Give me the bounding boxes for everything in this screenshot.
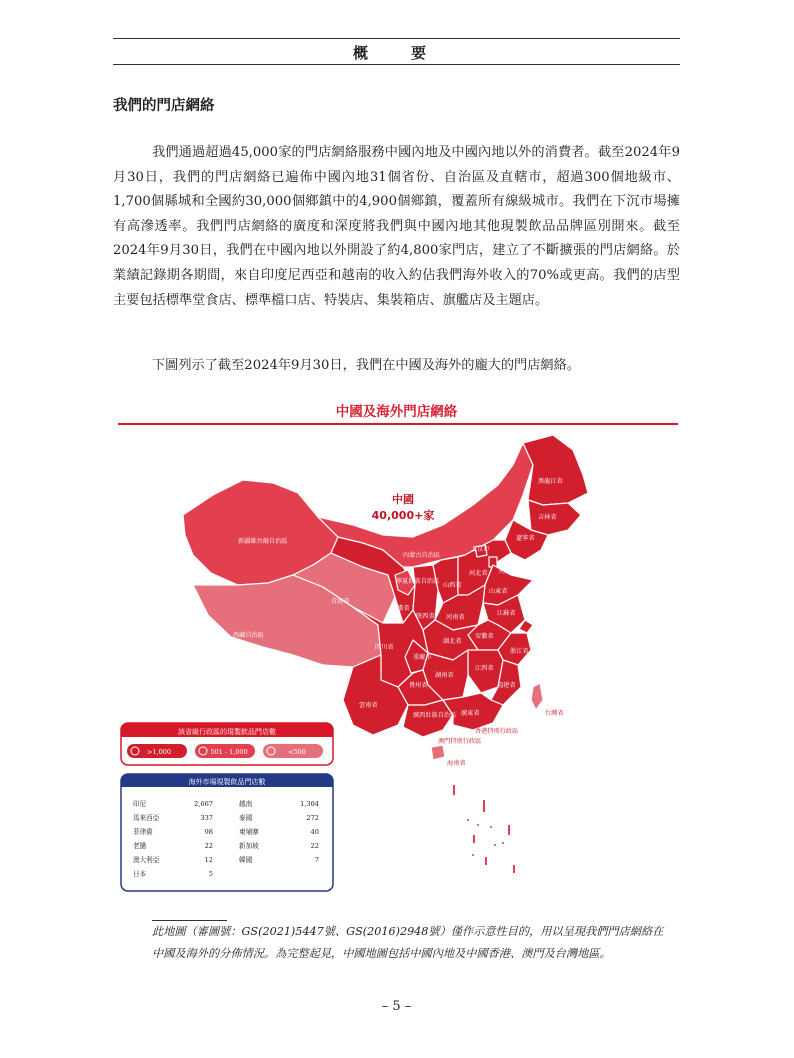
label-taiwan: 台灣省 [545, 710, 564, 717]
label-guangxi: 廣西壯族自治區 [413, 712, 457, 719]
label-shaanxi: 陝西省 [416, 613, 435, 620]
region-hainan [431, 745, 445, 760]
label-zhejiang: 浙江省 [510, 648, 529, 655]
label-hubei: 湖北省 [443, 638, 462, 645]
overseas-count: 272 [306, 814, 319, 822]
legend-label-dark: >1,000 [146, 748, 172, 756]
label-shanxi: 山西省 [443, 582, 462, 589]
overseas-count: 2,667 [194, 800, 213, 808]
label-ningxia: 寧夏回族自治區 [396, 578, 440, 585]
china-count: 40,000+家 [371, 509, 435, 522]
china-map [183, 435, 588, 760]
region-taiwan [531, 683, 543, 710]
overseas-country: 老撾 [133, 842, 147, 850]
label-shanghai: 上海市 [536, 633, 555, 640]
overseas-country: 日本 [133, 870, 147, 878]
label-shandong: 山東省 [489, 588, 508, 595]
legend-label-light: <500 [288, 748, 306, 756]
section-heading: 我們的門店網絡 [113, 98, 215, 114]
label-xinjiang: 新疆維吾爾自治區 [238, 538, 288, 545]
label-yunnan: 雲南省 [359, 702, 378, 709]
map-title: 中國及海外門店網絡 [335, 404, 458, 420]
label-hebei: 河北省 [469, 570, 488, 577]
label-inner-mongolia: 內蒙古自治區 [403, 552, 441, 559]
label-qinghai: 青海省 [331, 598, 350, 605]
label-beijing: 北京市 [471, 546, 490, 553]
label-jiangxi: 江西省 [475, 665, 494, 672]
label-fujian: 福建省 [497, 682, 516, 689]
overseas-legend-title: 海外市場現製飲品門店數 [188, 778, 266, 786]
overseas-count: 98 [204, 828, 213, 836]
overseas-country: 新加坡 [239, 842, 259, 850]
label-henan: 河南省 [446, 614, 465, 621]
label-hainan: 海南省 [447, 760, 466, 767]
footnote-line-1: 此地圖（審圖號：GS(2021)5447號、GS(2016)2948號）僅作示意性目的，用以呈現我們門店網絡在 [152, 925, 664, 938]
label-gansu: 甘肅省 [391, 605, 410, 612]
overseas-count: 7 [314, 856, 319, 864]
province-legend-title: 該省級行政區的現製飲品門店數 [178, 728, 276, 736]
header-top-rule [113, 38, 680, 39]
label-tianjin: 天津市 [498, 568, 517, 575]
label-heilongjiang: 黑龍江省 [538, 478, 563, 485]
label-hong-kong: 香港特別行政區 [475, 728, 519, 735]
overseas-country: 越南 [239, 800, 253, 808]
header-bottom-rule [113, 64, 680, 65]
overseas-count: 40 [310, 828, 319, 836]
label-anhui: 安徽省 [475, 633, 494, 640]
page-number: – 5 – [381, 999, 412, 1014]
overseas-country: 澳大利亞 [133, 856, 160, 864]
overseas-country: 印尼 [133, 800, 147, 808]
overseas-country: 泰國 [239, 814, 253, 822]
label-hunan: 湖南省 [435, 672, 454, 679]
label-jiangsu: 江蘇省 [497, 610, 516, 617]
legend-item-mid [195, 744, 255, 758]
label-guangdong: 廣東省 [461, 710, 480, 717]
label-jilin: 吉林省 [538, 514, 557, 521]
label-macau: 澳門特別行政區 [438, 738, 482, 745]
label-chongqing: 重慶市 [413, 654, 432, 661]
overseas-country: 菲律賓 [133, 828, 153, 836]
body-paragraph-1: 我們通過超過45,000家的門店網絡服務中國內地及中國內地以外的消費者。截至2024年9月30日，我們的門店網絡已遍佈中國內地31個省份、自治區及直轄市，超過300個地級市、1,700個縣城和全國約30,000個鄉鎮中的4,900個鄉鎮，覆蓋所有線級城市。我們在下沉市場擁有高滲透率。我們門店網絡的廣度和深度將我們與中國內地其他現製飲品品牌區別開來。截至2024年9月30日，我們在中國內地以外開設了約4,800家門店，建立了不斷擴張的門店網絡。於業績記錄期各期間，來自印度尼西亞和越南的收入約佔我們海外收入的70%或更高。我們的店型主要包括標準堂食店、標準檔口店、特裝店、集裝箱店、旗艦店及主題店。 [113, 145, 680, 308]
label-tibet: 西藏自治區 [233, 632, 264, 639]
legend-label-mid: 501 - 1,000 [210, 748, 248, 756]
overseas-count: 337 [200, 814, 213, 822]
store-network-map [113, 425, 683, 905]
overseas-count: 12 [204, 856, 213, 864]
footnote-line-2: 中國及海外的分佈情況。為完整起見，中國地圖包括中國內地及中國香港、澳門及台灣地區。 [152, 947, 611, 960]
overseas-count: 1,304 [300, 800, 319, 808]
label-guizhou: 貴州省 [409, 682, 428, 689]
label-sichuan: 四川省 [375, 644, 394, 651]
south-china-sea-islands [453, 785, 515, 873]
china-label: 中國 [392, 493, 414, 506]
region-heilongjiang [523, 435, 588, 505]
overseas-legend [121, 774, 333, 891]
page-header-title: 概 要 [352, 44, 440, 62]
overseas-count: 22 [204, 842, 213, 850]
legend-item-dark [127, 744, 187, 758]
overseas-count: 5 [208, 870, 213, 878]
body-paragraph-2: 下圖列示了截至2024年9月30日，我們在中國及海外的龐大的門店網絡。 [152, 358, 580, 373]
legend-item-light [263, 744, 323, 758]
overseas-country: 馬來西亞 [133, 814, 160, 822]
overseas-country: 韓國 [239, 856, 253, 864]
overseas-country: 柬埔寨 [239, 828, 259, 836]
overseas-count: 22 [310, 842, 319, 850]
label-liaoning: 遼寧省 [516, 535, 535, 542]
province-legend [121, 723, 333, 765]
